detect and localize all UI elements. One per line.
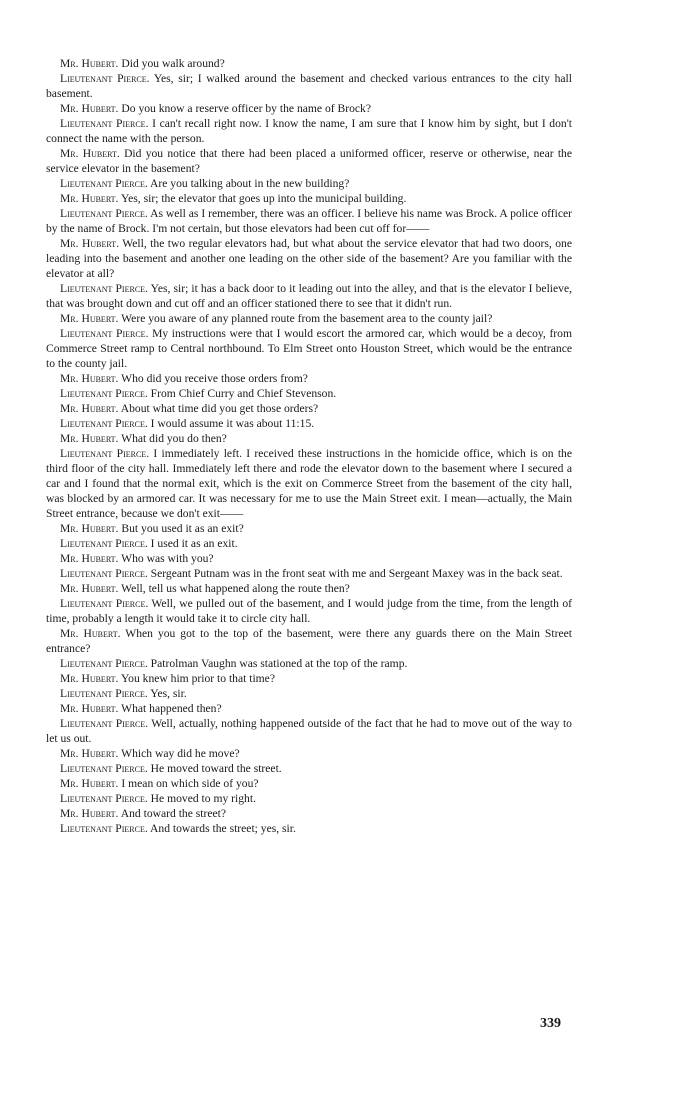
speaker-name: Lieutenant Pierce. <box>60 327 149 340</box>
testimony-paragraph <box>46 746 572 761</box>
speaker-name: Lieutenant Pierce. <box>60 417 148 430</box>
speech-text: And towards the street; yes, sir. <box>150 822 296 835</box>
speaker-name: Mr. Hubert. <box>60 777 119 790</box>
speaker-name: Lieutenant Pierce. <box>60 822 148 835</box>
testimony-paragraph <box>46 521 572 536</box>
speaker-name: Lieutenant Pierce. <box>60 717 149 730</box>
testimony-paragraph <box>46 311 572 326</box>
speaker-name: Mr. Hubert. <box>60 237 119 250</box>
transcript-body <box>46 56 572 836</box>
testimony-paragraph <box>46 281 572 311</box>
speaker-name: Lieutenant Pierce. <box>60 72 150 85</box>
testimony-paragraph <box>46 146 572 176</box>
speaker-name: Mr. Hubert. <box>60 192 119 205</box>
speaker-name: Lieutenant Pierce. <box>60 207 148 220</box>
speaker-name: Lieutenant Pierce. <box>60 792 148 805</box>
testimony-paragraph <box>46 416 572 431</box>
speech-text: And toward the street? <box>120 807 227 820</box>
speech-text: Yes, sir; the elevator that goes up into the municipal building. <box>120 192 407 205</box>
speech-text: From Chief Curry and Chief Stevenson. <box>150 387 337 400</box>
testimony-paragraph <box>46 536 572 551</box>
speech-text: I immediately left. I received these instructions in the homicide office, which is on the third floor of the city hall. Immediately left there and rode the elevator down to the basement where I secured a car and I found that the normal exit, which is the exit on Commerce Street from the basement of the city hall, was blocked by an armored car. It was necessary for me to use the Main Street exit. I mean—actually, the Main Street entrance, because we don't exit—— <box>46 447 573 520</box>
speaker-name: Mr. Hubert. <box>60 312 119 325</box>
speaker-name: Lieutenant Pierce. <box>60 447 150 460</box>
speaker-name: Mr. Hubert. <box>60 627 121 640</box>
speech-text: He moved to my right. <box>150 792 256 805</box>
testimony-paragraph <box>46 671 572 686</box>
speaker-name: Mr. Hubert. <box>60 402 119 415</box>
speaker-name: Mr. Hubert. <box>60 552 119 565</box>
speech-text: Did you notice that there had been placed a uniformed officer, reserve or otherwise, near the service elevator in the basement? <box>46 147 572 175</box>
speech-text: What happened then? <box>121 702 222 715</box>
testimony-paragraph <box>46 791 572 806</box>
speaker-name: Lieutenant Pierce. <box>60 117 149 130</box>
speaker-name: Mr. Hubert. <box>60 432 119 445</box>
speech-text: Well, tell us what happened along the route then? <box>121 582 350 595</box>
speaker-name: Mr. Hubert. <box>60 582 119 595</box>
speaker-name: Mr. Hubert. <box>60 147 120 160</box>
testimony-paragraph <box>46 776 572 791</box>
speaker-name: Lieutenant Pierce. <box>60 687 148 700</box>
speech-text: Which way did he move? <box>121 747 240 760</box>
page-number: 339 <box>540 1016 561 1031</box>
speech-text: I would assume it was about 11:15. <box>150 417 315 430</box>
testimony-paragraph <box>46 71 572 101</box>
speech-text: Yes, sir; it has a back door to it leading out into the alley, and that is the elevator I believe, that was brought down and cut off and an officer stationed there to see that it didn't run. <box>46 282 572 310</box>
testimony-paragraph <box>46 176 572 191</box>
speech-text: My instructions were that I would escort the armored car, which would be a decoy, from Commerce Street ramp to Central northbound. To Elm Street onto Houston Street, which would be the entrance to the county jail. <box>46 327 572 370</box>
testimony-paragraph <box>46 431 572 446</box>
testimony-paragraph <box>46 806 572 821</box>
speech-text: Were you aware of any planned route from the basement area to the county jail? <box>121 312 493 325</box>
speaker-name: Mr. Hubert. <box>60 747 119 760</box>
speech-text: Do you know a reserve officer by the name of Brock? <box>121 102 371 115</box>
speech-text: Well, the two regular elevators had, but what about the service elevator that had two doors, one leading into the basement and another one leading on the other side of the basement? Are you familiar with the elevator at all? <box>46 237 572 280</box>
speech-text: Who did you receive those orders from? <box>121 372 308 385</box>
testimony-paragraph <box>46 716 572 746</box>
speaker-name: Lieutenant Pierce. <box>60 762 148 775</box>
speaker-name: Lieutenant Pierce. <box>60 177 148 190</box>
testimony-paragraph <box>46 191 572 206</box>
testimony-paragraph <box>46 551 572 566</box>
testimony-paragraph <box>46 821 572 836</box>
testimony-paragraph <box>46 701 572 716</box>
testimony-paragraph <box>46 686 572 701</box>
speech-text: I mean on which side of you? <box>121 777 259 790</box>
speaker-name: Lieutenant Pierce. <box>60 387 148 400</box>
testimony-paragraph <box>46 566 572 581</box>
speech-text: But you used it as an exit? <box>121 522 244 535</box>
speaker-name: Mr. Hubert. <box>60 702 119 715</box>
speaker-name: Mr. Hubert. <box>60 672 119 685</box>
speech-text: He moved toward the street. <box>150 762 282 775</box>
speech-text: As well as I remember, there was an officer. I believe his name was Brock. A police officer by the name of Brock. I'm not certain, but those elevators had been cut off for—— <box>46 207 573 235</box>
speaker-name: Mr. Hubert. <box>60 522 119 535</box>
speech-text: Did you walk around? <box>121 57 225 70</box>
speech-text: I can't recall right now. I know the name, I am sure that I know him by sight, but I don't connect the name with the person. <box>46 117 572 145</box>
testimony-paragraph <box>46 386 572 401</box>
speaker-name: Lieutenant Pierce. <box>60 537 148 550</box>
testimony-paragraph <box>46 116 572 146</box>
testimony-paragraph <box>46 401 572 416</box>
speech-text: Well, we pulled out of the basement, and I would judge from the time, from the length of time, probably a length it would take it to circle city hall. <box>46 597 572 625</box>
testimony-paragraph <box>46 236 572 281</box>
speaker-name: Lieutenant Pierce. <box>60 657 148 670</box>
speaker-name: Mr. Hubert. <box>60 102 119 115</box>
testimony-paragraph <box>46 206 572 236</box>
speech-text: Patrolman Vaughn was stationed at the top of the ramp. <box>150 657 408 670</box>
speech-text: What did you do then? <box>121 432 227 445</box>
testimony-paragraph <box>46 596 572 626</box>
testimony-paragraph <box>46 56 572 71</box>
speech-text: Are you talking about in the new building? <box>150 177 350 190</box>
testimony-paragraph <box>46 101 572 116</box>
speaker-name: Lieutenant Pierce. <box>60 567 148 580</box>
testimony-paragraph <box>46 656 572 671</box>
speaker-name: Mr. Hubert. <box>60 57 119 70</box>
speech-text: Well, actually, nothing happened outside of the fact that he had to move out of the way to let us out. <box>46 717 572 745</box>
speech-text: About what time did you get those orders? <box>120 402 319 415</box>
testimony-paragraph <box>46 446 572 521</box>
testimony-paragraph <box>46 626 572 656</box>
speech-text: When you got to the top of the basement, were there any guards there on the Main Street entrance? <box>46 627 572 655</box>
speaker-name: Mr. Hubert. <box>60 372 119 385</box>
testimony-paragraph <box>46 581 572 596</box>
speaker-name: Lieutenant Pierce. <box>60 282 148 295</box>
speaker-name: Mr. Hubert. <box>60 807 119 820</box>
speech-text: You knew him prior to that time? <box>120 672 275 685</box>
speech-text: Yes, sir; I walked around the basement and checked various entrances to the city hall basement. <box>46 72 572 100</box>
speech-text: Yes, sir. <box>150 687 187 700</box>
speech-text: Sergeant Putnam was in the front seat with me and Sergeant Maxey was in the back seat. <box>150 567 563 580</box>
testimony-paragraph <box>46 326 572 371</box>
testimony-paragraph <box>46 761 572 776</box>
testimony-paragraph <box>46 371 572 386</box>
speech-text: Who was with you? <box>121 552 214 565</box>
speaker-name: Lieutenant Pierce. <box>60 597 149 610</box>
speech-text: I used it as an exit. <box>150 537 238 550</box>
